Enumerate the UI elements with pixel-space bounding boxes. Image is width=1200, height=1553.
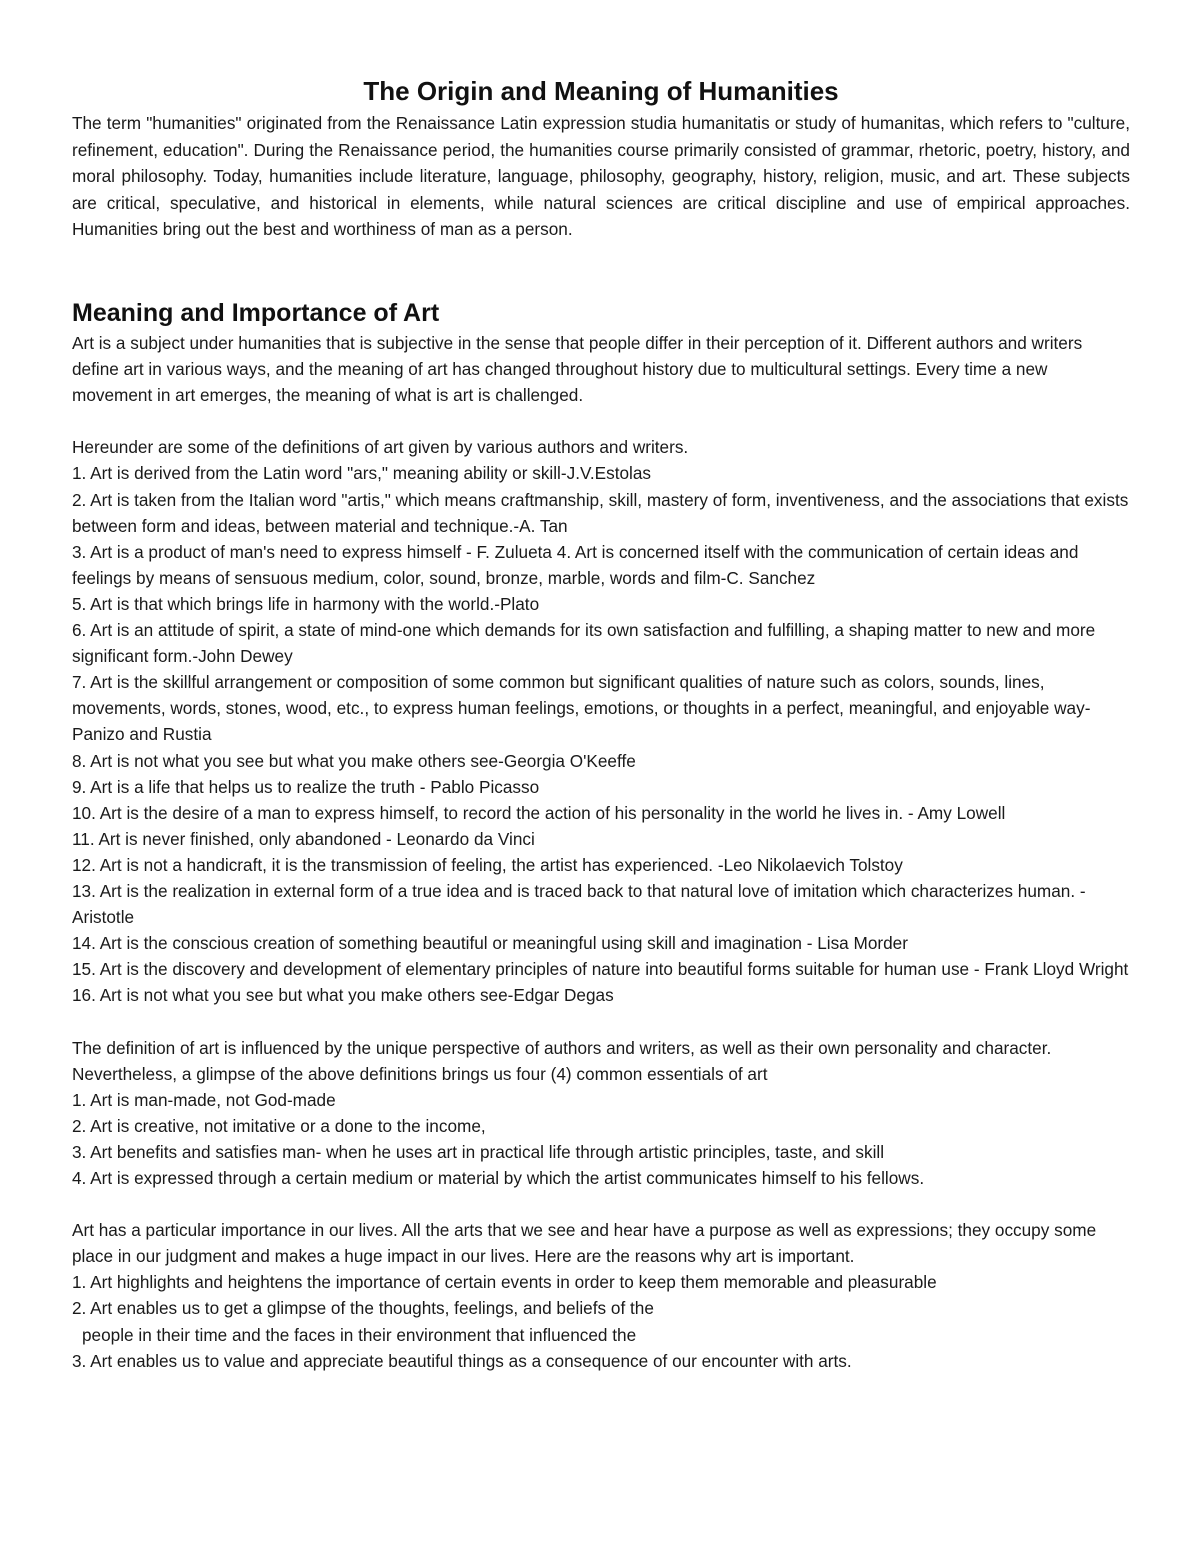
definition-item: 14. Art is the conscious creation of something beautiful or meaningful using skill and imagination - Lisa Morder [72, 933, 908, 954]
importance-item: 2. Art enables us to get a glimpse of the thoughts, feelings, and beliefs of the [72, 1298, 654, 1319]
section-heading: Meaning and Importance of Art [72, 299, 440, 327]
essential-item: 1. Art is man-made, not God-made [72, 1089, 336, 1110]
definition-item: 6. Art is an attitude of spirit, a state of mind-one which demands for its own satisfaction and fulfilling, a shaping matter to new and more significant form.-John Dewey [72, 620, 1096, 667]
art-intro-paragraph: Art is a subject under humanities that is subjective in the sense that people differ in their perception of it. Different authors and writers define art in various ways, and the meaning of art has changed throughout history due to multicultural settings. Every time a new movement in art emerges, the meaning of what is art is challenged. [72, 333, 1083, 406]
definition-item: 15. Art is the discovery and development of elementary principles of nature into beautiful forms suitable for human use - Frank Lloyd Wright [72, 959, 1129, 980]
paragraph-spacer [72, 1191, 1130, 1217]
essentials-intro: Nevertheless, a glimpse of the above definitions brings us four (4) common essentials of art [72, 1063, 768, 1084]
definition-item: 1. Art is derived from the Latin word "ars," meaning ability or skill-J.V.Estolas [72, 463, 651, 484]
definitions-intro: Hereunder are some of the definitions of art given by various authors and writers. [72, 437, 689, 458]
definition-item: 10. Art is the desire of a man to express himself, to record the action of his personality in the world he lives in. - Amy Lowell [72, 802, 1006, 823]
essential-item: 3. Art benefits and satisfies man- when he uses art in practical life through artistic principles, taste, and skill [72, 1141, 885, 1162]
essential-item: 2. Art is creative, not imitative or a done to the income, [72, 1115, 486, 1136]
definition-item: 9. Art is a life that helps us to realize the truth - Pablo Picasso [72, 776, 540, 797]
importance-item-continuation: people in their time and the faces in their environment that influenced the [82, 1324, 637, 1345]
definition-item: 12. Art is not a handicraft, it is the transmission of feeling, the artist has experienced. -Leo Nikolaevich Tolstoy [72, 854, 903, 875]
paragraph-spacer [72, 1008, 1130, 1034]
definition-item: 11. Art is never finished, only abandoned - Leonardo da Vinci [72, 828, 535, 849]
definition-item: 16. Art is not what you see but what you make others see-Edgar Degas [72, 985, 614, 1006]
importance-item: 3. Art enables us to value and appreciate beautiful things as a consequence of our encounter with arts. [72, 1350, 852, 1371]
definition-item: 13. Art is the realization in external form of a true idea and is traced back to that natural love of imitation which characterizes human. -Aristotle [72, 880, 1086, 928]
importance-item: 1. Art highlights and heightens the importance of certain events in order to keep them memorable and pleasurable [72, 1272, 937, 1293]
intro-paragraph: The term "humanities" originated from the Renaissance Latin expression studia humanitatis or study of humanitas, which refers to "culture, refinement, education". During the Renaissance period, the humanities course primarily consisted of grammar, rhetoric, poetry, history, and moral philosophy. Today, humanities include literature, language, philosophy, geography, history, religion, music, and art. These subjects are critical, speculative, and historical in elements, while natural sciences are critical discipline and use of empirical approaches. Humanities bring out the best and worthiness of man as a person. [72, 113, 1130, 239]
definition-note: The definition of art is influenced by the unique perspective of authors and writers, as well as their own personality and character. [72, 1037, 1052, 1058]
importance-intro: Art has a particular importance in our lives. All the arts that we see and hear have a purpose as well as expressions; they occupy some place in our judgment and makes a huge impact in our lives. Here are the reasons why art is important. [72, 1220, 1097, 1267]
paragraph-spacer [72, 408, 1130, 434]
definition-item: 7. Art is the skillful arrangement or composition of some common but significant qualities of nature such as colors, sounds, lines, movements, words, stones, wood, etc., to express human feelings, emotions, or thoughts in a perfect, meaningful, and enjoyable way-Panizo and Rustia [72, 672, 1091, 745]
page-title: The Origin and Meaning of Humanities [363, 76, 839, 106]
definition-item: 5. Art is that which brings life in harmony with the world.-Plato [72, 593, 540, 614]
essential-item: 4. Art is expressed through a certain medium or material by which the artist communicates himself to his fellows. [72, 1168, 925, 1188]
definition-item: 2. Art is taken from the Italian word "artis," which means craftmanship, skill, mastery of form, inventiveness, and the associations that exists between form and ideas, between material and technique.-A. Tan [72, 489, 1129, 536]
section-body [72, 330, 1130, 1374]
definition-item: 8. Art is not what you see but what you make others see-Georgia O'Keeffe [72, 750, 636, 771]
definition-item: 3. Art is a product of man's need to express himself - F. Zulueta 4. Art is concerned itself with the communication of certain ideas and feelings by means of sensuous medium, color, sound, bronze, marble, words and film-C. Sanchez [72, 541, 1079, 588]
